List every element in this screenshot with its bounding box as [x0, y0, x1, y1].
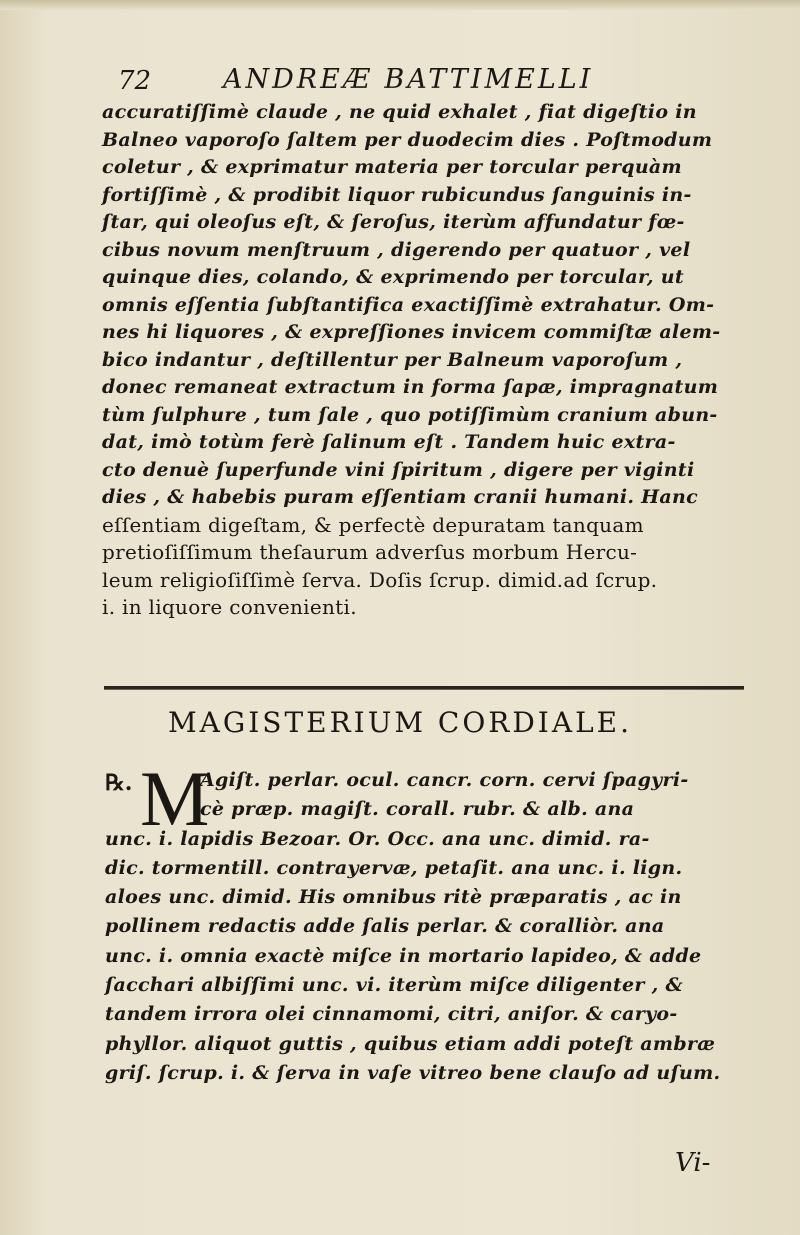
text-line: tandem irrora olei cinnamomi, citri, aniſor. & caryo-	[105, 1003, 678, 1026]
recipe-text	[105, 766, 755, 1088]
text-line: cè præp. magiſt. corall. rubr. & alb. ana	[200, 798, 635, 821]
text-line: pretioſiſſimum theſaurum adverſus morbum Hercu-	[102, 540, 638, 564]
text-line: phyllor. aliquot guttis , quibus etiam addi poteſt ambræ	[105, 1032, 716, 1055]
text-line: omnis eſſentia ſubſtantifica exactiſſimè extrahatur. Om-	[102, 293, 715, 316]
text-line: cibus novum menſtruum , digerendo per quatuor , vel	[102, 238, 691, 261]
drop-cap: M	[140, 755, 210, 842]
running-head-title: ANDREÆ BATTIMELLI	[223, 64, 594, 95]
text-line: dies , & habebis puram eſſentiam cranii humani. Hanc	[102, 486, 699, 508]
text-line: nes hi liquores , & expreſſiones invicem commiſtæ alem-	[102, 321, 721, 343]
text-line: fortiſſimè , & prodibit liquor rubicundus ſanguinis in-	[102, 183, 692, 206]
running-head	[118, 64, 718, 100]
text-line: griſ. ſcrup. i. & ſerva in vaſe vitreo bene clauſo ad uſum.	[105, 1061, 721, 1084]
text-line: aloes unc. dimid. His omnibus ritè præparatis , ac in	[105, 886, 682, 909]
text-line: bico indantur , deſtillentur per Balneum vaporoſum ,	[102, 348, 683, 371]
text-line: eſſentiam digeſtam, & perfectè depuratam tanquam	[102, 512, 644, 537]
text-line: i. in liquore convenienti.	[102, 595, 357, 619]
text-line: Balneo vaporoſo ſaltem per duodecim dies . Poſtmodum	[102, 128, 713, 151]
text-line: pollinem redactis adde ſalis perlar. & coralliòr. ana	[105, 915, 665, 938]
recipe-symbol: ℞.	[105, 770, 133, 796]
text-line: coletur , & exprimatur materia per torcular perquàm	[102, 156, 682, 178]
text-line: unc. i. omnia exactè miſce in mortario lapideo, & adde	[105, 944, 702, 967]
page-number: 72	[118, 66, 152, 96]
section-divider-rule	[104, 686, 744, 690]
text-line: dic. tormentill. contrayervæ, petaſit. ana unc. i. lign.	[105, 856, 683, 879]
text-line: ſacchari albiſſimi unc. vi. iterùm miſce diligenter , &	[105, 974, 683, 997]
text-line: Agiſt. perlar. ocul. cancr. corn. cervi ſpagyri-	[200, 769, 689, 791]
text-line: quinque dies, colando, & exprimendo per torcular, ut	[102, 266, 684, 288]
text-line: dat, imò totùm ferè ſalinum eſt . Tandem huic extra-	[102, 431, 676, 453]
catchword: Vi-	[675, 1148, 711, 1178]
section-title: MAGISTERIUM CORDIALE.	[167, 706, 633, 739]
text-line: unc. i. lapidis Bezoar. Or. Occ. ana unc. dimid. ra-	[105, 827, 650, 850]
page-top-edge	[0, 0, 800, 10]
text-line: tùm ſulphure , tum ſale , quo potiſſimùm cranium abun-	[102, 403, 718, 426]
passage-text	[102, 99, 752, 622]
text-line: ſtar, qui oleoſus eſt, & ſeroſus, iterùm affundatur fœ-	[102, 211, 685, 233]
text-line: cto denuè ſuperfunde vini ſpiritum , digere per viginti	[102, 458, 695, 481]
text-line: leum religioſiſſimè ſerva. Doſis ſcrup. dimid.ad ſcrup.	[102, 567, 658, 592]
text-line: accuratiſſimè claude , ne quid exhalet , fiat digeſtio in	[102, 101, 697, 123]
text-line: donec remaneat extractum in forma ſapæ, impragnatum	[102, 376, 719, 398]
